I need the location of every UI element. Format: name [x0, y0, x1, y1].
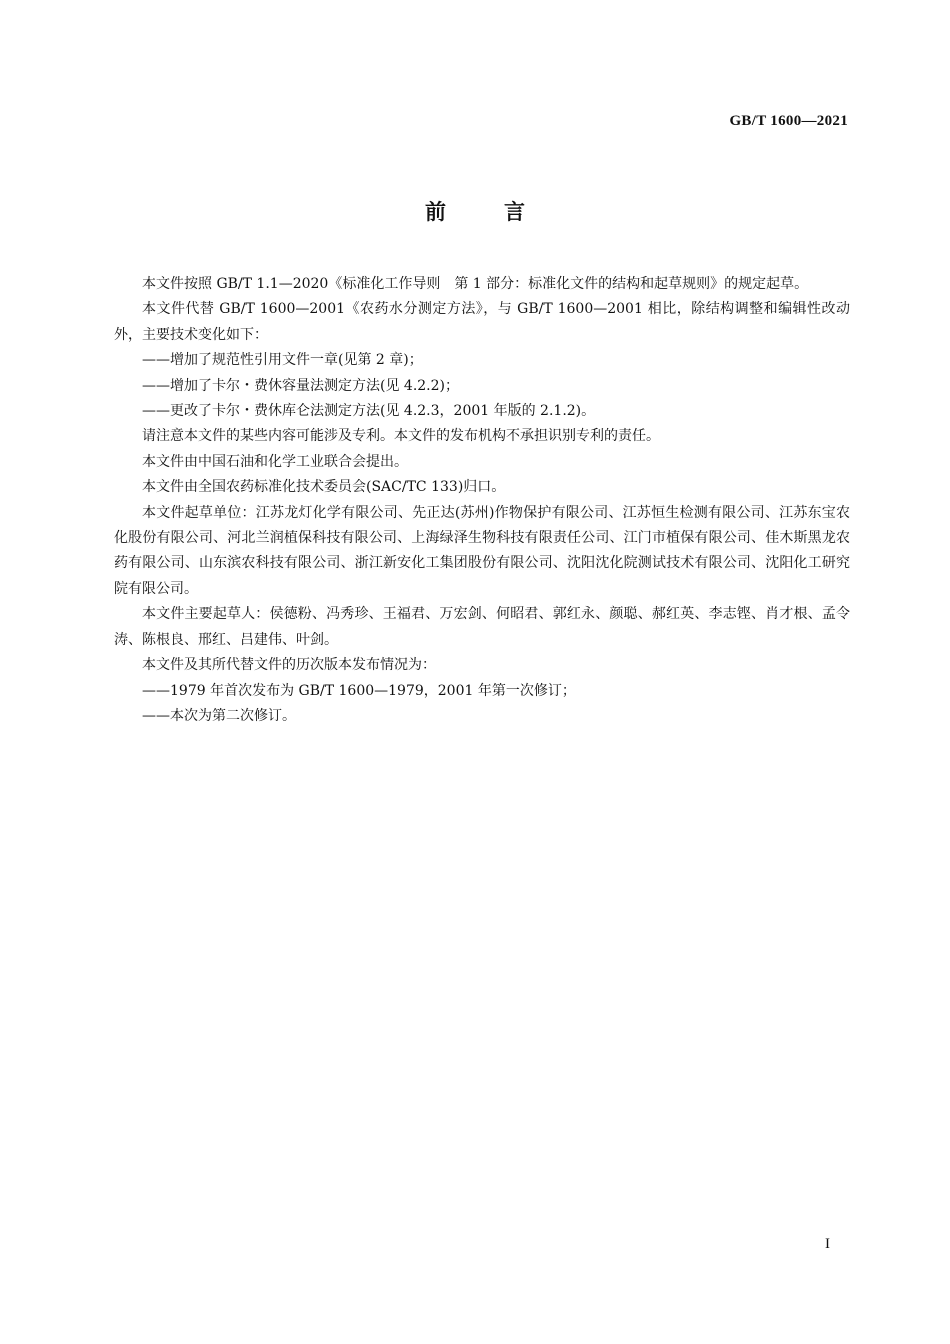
paragraph-administered-by: 本文件由全国农药标准化技术委员会(SAC/TC 133)归口。 — [142, 479, 506, 496]
paragraph-history: 本文件及其所代替文件的历次版本发布情况为： — [142, 657, 436, 674]
paragraph-patent-notice: 请注意本文件的某些内容可能涉及专利。本文件的发布机构不承担识别专利的责任。 — [142, 428, 660, 445]
history-item: ——1979 年首次发布为 GB/T 1600—1979，2001 年第一次修订； — [142, 682, 576, 699]
paragraph-proposed-by: 本文件由中国石油和化学工业联合会提出。 — [142, 453, 408, 470]
paragraph-drafters: 本文件主要起草人：侯德粉、冯秀珍、王福君、万宏剑、何昭君、郭红永、颜聪、郝红英、李志铿、肖才根、孟令涛、陈根良、邢红、吕建伟、叶剑。 — [114, 606, 850, 648]
change-item: ——更改了卡尔・费休库仑法测定方法(见 4.2.3，2001 年版的 2.1.2)。 — [142, 403, 596, 420]
page-number: I — [825, 1236, 830, 1252]
paragraph-replaces: 本文件代替 GB/T 1600—2001《农药水分测定方法》，与 GB/T 1600—2001 相比，除结构调整和编辑性改动外，主要技术变化如下： — [114, 301, 850, 343]
history-item: ——本次为第二次修订。 — [142, 707, 296, 724]
change-item: ——增加了卡尔・费休容量法测定方法(见 4.2.2)； — [142, 377, 459, 394]
paragraph-drafting-rules: 本文件按照 GB/T 1.1—2020《标准化工作导则 第 1 部分：标准化文件的结构和起草规则》的规定起草。 — [142, 276, 809, 292]
paragraph-drafting-organizations: 本文件起草单位：江苏龙灯化学有限公司、先正达(苏州)作物保护有限公司、江苏恒生检测有限公司、江苏东宝农化股份有限公司、河北兰润植保科技有限公司、上海绿泽生物科技有限责任公司、江门市植保有限公司、佳木斯黑龙农药有限公司、山东滨农科技有限公司、浙江新安化工集团股份有限公司、沈阳沈化院测试技术有限公司、沈阳化工研究院有限公司。 — [114, 504, 850, 597]
document-code: GB/T 1600—2021 — [729, 113, 848, 129]
page-title: 前言 — [425, 200, 583, 224]
foreword-body — [114, 272, 850, 729]
change-item: ——增加了规范性引用文件一章(见第 2 章)； — [142, 352, 423, 369]
